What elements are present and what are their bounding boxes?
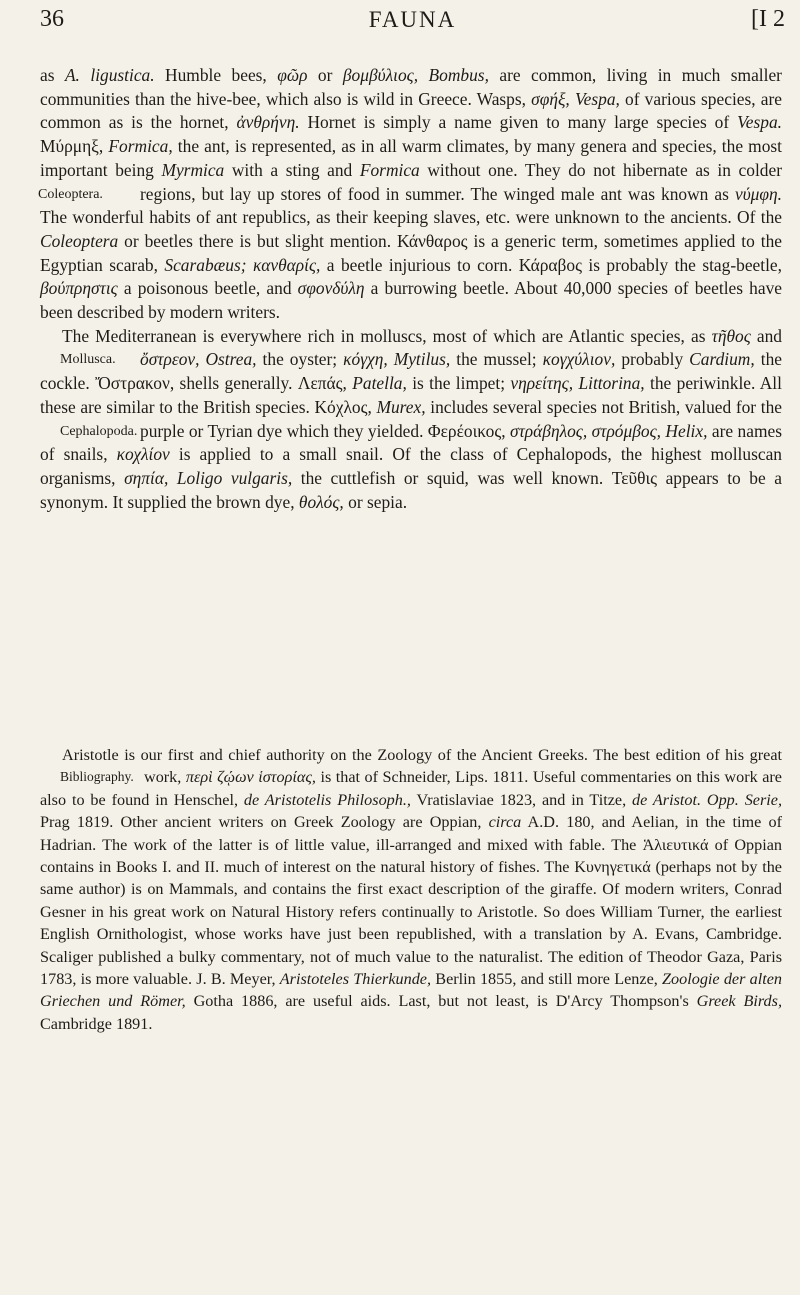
- sidenote-mollusca: Mollusca.: [60, 352, 116, 368]
- text-run: [418, 65, 428, 85]
- greek-term: βούπρηστις: [40, 278, 118, 299]
- text-run: is a generic term, sometimes applied to the Egyptian scarab,: [40, 230, 782, 275]
- greek-term: Κυνηγετικά: [574, 858, 651, 877]
- greek-term: στρόμβος,: [591, 420, 661, 441]
- greek-term: νύμφη.: [734, 183, 782, 204]
- greek-term: τῆθος: [711, 325, 751, 346]
- greek-term: θολός,: [298, 491, 344, 512]
- paragraph-bibliography: [40, 744, 782, 1035]
- latin-term: Coleoptera: [40, 230, 119, 251]
- running-head: FAUNA: [368, 7, 457, 32]
- text-run: a burrowing beetle. About 40,000 species of beetles have been described by modern writers.: [40, 278, 782, 323]
- latin-term: Vespa.: [737, 112, 782, 133]
- greek-term: κογχύλιον,: [542, 349, 616, 370]
- greek-term: Ἁλιευτικά: [642, 835, 709, 854]
- text-run: the ant, is represented, as in all warm climates, by many genera and species, the most important being: [40, 136, 782, 180]
- main-text: [40, 64, 782, 514]
- greek-term: βομβύλιος,: [342, 65, 419, 85]
- text-run: is the limpet;: [406, 373, 511, 394]
- greek-term: ἀνθρήνη.: [236, 112, 300, 133]
- latin-term: A. ligustica.: [64, 65, 155, 85]
- text-run: Gotha 1886, are useful aids. Last, but not least, is D'Arcy Thompson's: [185, 992, 697, 1011]
- greek-term: σφονδύλη: [297, 278, 365, 299]
- text-run: or sepia.: [343, 491, 408, 512]
- greek-term: Κάνθαρος: [396, 230, 468, 251]
- text-run: are names of snails,: [40, 420, 782, 465]
- book-title: Aristoteles Thierkunde,: [279, 970, 432, 989]
- text-run: with a sting and: [224, 159, 360, 180]
- sidenote-coleoptera: Coleoptera.: [38, 186, 103, 202]
- text-run: the mussel;: [450, 349, 543, 370]
- latin-term: Mytilus,: [393, 349, 451, 370]
- text-run: probably: [615, 349, 690, 370]
- greek-term: κανθαρίς,: [252, 254, 321, 275]
- greek-term: περὶ ζῴων ἱστορίας,: [185, 768, 316, 787]
- greek-term: Φερέοικος,: [427, 420, 506, 441]
- page-header: [40, 6, 785, 46]
- text-run: is probably the stag-beetle,: [581, 254, 782, 275]
- greek-term: κόγχη,: [343, 349, 388, 370]
- text-run: (perhaps not by the same author) is on Mammals, and contains the first exact description of the giraffe. Of modern writers, Conrad Gesner in his great work on Natural History refers continually to Aristotle. So does William Turner, the earliest English Ornithologist, whose works have just been republished, with a translation by A. Evans, Cambridge. Scaliger published a bulky commentary, not of much value to the naturalist. The edition of Theodor Gaza, Paris 1783, is more valuable. J. B. Meyer,: [40, 858, 782, 989]
- text-run: a poisonous beetle, and: [117, 278, 298, 299]
- book-title: Greek Birds,: [696, 992, 782, 1011]
- book-title: de Aristot. Opp. Serie,: [632, 790, 783, 809]
- sidenote-bibliography: Bibliography.: [60, 769, 134, 785]
- greek-term: Μύρμηξ,: [40, 136, 104, 157]
- text-run: Cambridge 1891.: [40, 1014, 153, 1033]
- text-run: Prag 1819. Other ancient writers on Greek Zoology are Oppian,: [40, 813, 489, 832]
- text-run: of various species, are common as is the hornet,: [40, 88, 782, 133]
- greek-term: ὄστρεον,: [140, 349, 200, 370]
- text-run: the oyster;: [256, 349, 344, 370]
- text-run: Aristotle is our first and chief authority on the Zoology of the Ancient Greeks. The best edition of his great work,: [62, 746, 782, 787]
- text-run: Vratislaviae 1823, and in Titze,: [410, 790, 633, 809]
- latin-term: Formica: [359, 159, 420, 180]
- bibliography-section: [40, 744, 782, 1035]
- text-run: or: [307, 65, 343, 85]
- book-title: de Aristotelis Philosoph.,: [243, 790, 411, 809]
- text-run: or beetles there is but slight mention.: [118, 230, 397, 251]
- greek-term: σφήξ,: [531, 88, 570, 109]
- text-run: are common, living in much smaller communities than the hive-bee, which also is wild in Greece. Wasps,: [40, 65, 782, 109]
- text-run: Humble bees,: [154, 65, 278, 85]
- greek-term: φῶρ: [277, 65, 308, 85]
- latin-term: Myrmica: [161, 159, 225, 180]
- greek-term: σηπία,: [124, 467, 169, 488]
- text-run: the cockle.: [40, 349, 782, 394]
- paragraph-insects: [40, 64, 782, 325]
- greek-term: Ὄστρακον,: [95, 373, 175, 394]
- greek-term: Κάραβος: [518, 254, 582, 275]
- greek-term: Τεῦθις: [611, 467, 658, 488]
- latin-term: Ostrea,: [205, 349, 257, 370]
- greek-term: στράβηλος,: [510, 420, 588, 441]
- text-run: Berlin 1855, and still more Lenze,: [431, 970, 663, 989]
- text-run: is that of Schneider, Lips. 1811. Useful commentaries on this work are also to be found in Henschel,: [40, 768, 782, 809]
- text-run: The wonderful habits of ant republics, as their keeping slaves, etc. were unknown to the ancients. Of the: [40, 207, 782, 228]
- text-run: is applied to a small snail. Of the class of Cephalopods, the highest molluscan organisms,: [40, 444, 782, 488]
- text-run: without one. They do not hibernate as in colder regions, but lay up stores of food in summer. The winged male ant was known as: [140, 159, 783, 204]
- latin-term: Vespa,: [574, 88, 620, 109]
- text-run: a beetle injurious to corn.: [320, 254, 519, 275]
- latin-term: Loligo vulgaris,: [176, 467, 293, 488]
- page-number: 36: [40, 6, 64, 32]
- latin-term: Helix,: [665, 420, 708, 441]
- greek-term: Κόχλος,: [314, 396, 372, 417]
- sidenote-cephalopoda: Cephalopoda.: [60, 423, 138, 439]
- text-run: as: [40, 65, 65, 85]
- text-run: A.D. 180, and Aelian, in the time of Hadrian. The work of the latter is of little value, ill-arranged and mixed with fable. The: [40, 813, 782, 854]
- greek-term: νηρείτης,: [510, 373, 574, 394]
- latin-term: Formica,: [108, 136, 173, 157]
- text-run: of Oppian contains in Books I. and II. much of interest on the natural history of fishes. The: [40, 835, 783, 877]
- text-run: appears to be a synonym. It supplied the brown dye,: [40, 467, 782, 512]
- latin-term: Bombus,: [428, 65, 489, 85]
- latin-term: Littorina,: [578, 373, 645, 394]
- text-run: and: [750, 325, 782, 346]
- latin-term: Cardium,: [689, 349, 755, 370]
- book-title: Zoologie der alten Griechen und Römer,: [40, 970, 782, 1011]
- greek-term: Λεπάς,: [297, 373, 347, 394]
- latin-term: Patella,: [352, 373, 407, 394]
- section-mark: [I 2: [751, 6, 785, 32]
- text-run: The Mediterranean is everywhere rich in molluscs, most of which are Atlantic species, as: [62, 325, 712, 346]
- text-run: Hornet is simply a name given to many large species of: [299, 112, 738, 133]
- text-run: includes several species not British, valued for the purple or Tyrian dye which they yielded.: [140, 396, 782, 441]
- text-run: the periwinkle. All these are similar to the British species.: [40, 373, 782, 417]
- greek-term: κοχλίον: [116, 444, 170, 465]
- text-run: [168, 468, 177, 488]
- paragraph-molluscs: [40, 325, 782, 515]
- text-run: the cuttlefish or squid, was well known.: [292, 467, 612, 488]
- latin-term: Murex,: [376, 396, 426, 417]
- latin-term: Scarabæus;: [164, 254, 247, 275]
- text-run: shells generally.: [174, 373, 298, 394]
- latin-term: circa: [488, 813, 522, 832]
